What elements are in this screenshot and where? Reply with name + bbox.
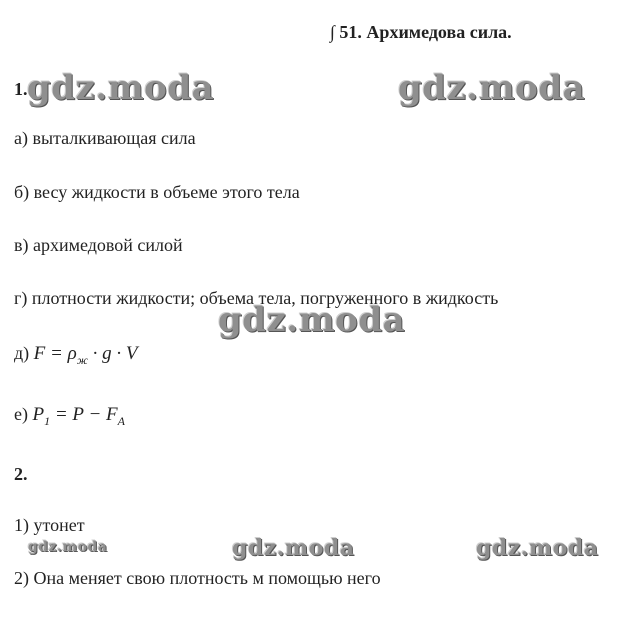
question-1-label: 1.	[14, 79, 28, 99]
question-2-label: 2.	[14, 464, 28, 484]
answer-2-2: 2) Она меняет свою плотность м помощью него	[14, 568, 381, 588]
formula-weight-in-liquid: $P_1 = P - F_A$	[32, 404, 125, 428]
answer-2-1: 1) утонет	[14, 515, 85, 535]
formula-archimedes-force: $F = \rho_ж \cdot g \cdot V$	[33, 343, 138, 367]
answer-1a: а) выталкивающая сила	[14, 128, 196, 148]
answer-1e-prefix: е)	[14, 404, 28, 424]
answer-1d	[14, 343, 138, 368]
answer-1v: в) архимедовой силой	[14, 235, 183, 255]
watermark-bottom-left: gdz.moda	[28, 539, 108, 555]
answer-1d-prefix: д)	[14, 343, 30, 363]
answer-1g: г) плотности жидкости; объема тела, погруженного в жидкость	[14, 288, 499, 308]
watermark-bottom-center: gdz.moda	[232, 535, 355, 561]
watermark-center: gdz.moda	[218, 300, 406, 340]
watermark-bottom-right: gdz.moda	[476, 535, 599, 561]
section-title: ∫ 51. Архимедова сила.	[330, 22, 512, 42]
answer-1b: б) весу жидкости в объеме этого тела	[14, 182, 300, 202]
watermark-top-left: gdz.moda	[27, 68, 215, 108]
answer-1e	[14, 404, 125, 429]
watermark-top-right: gdz.moda	[398, 68, 586, 108]
